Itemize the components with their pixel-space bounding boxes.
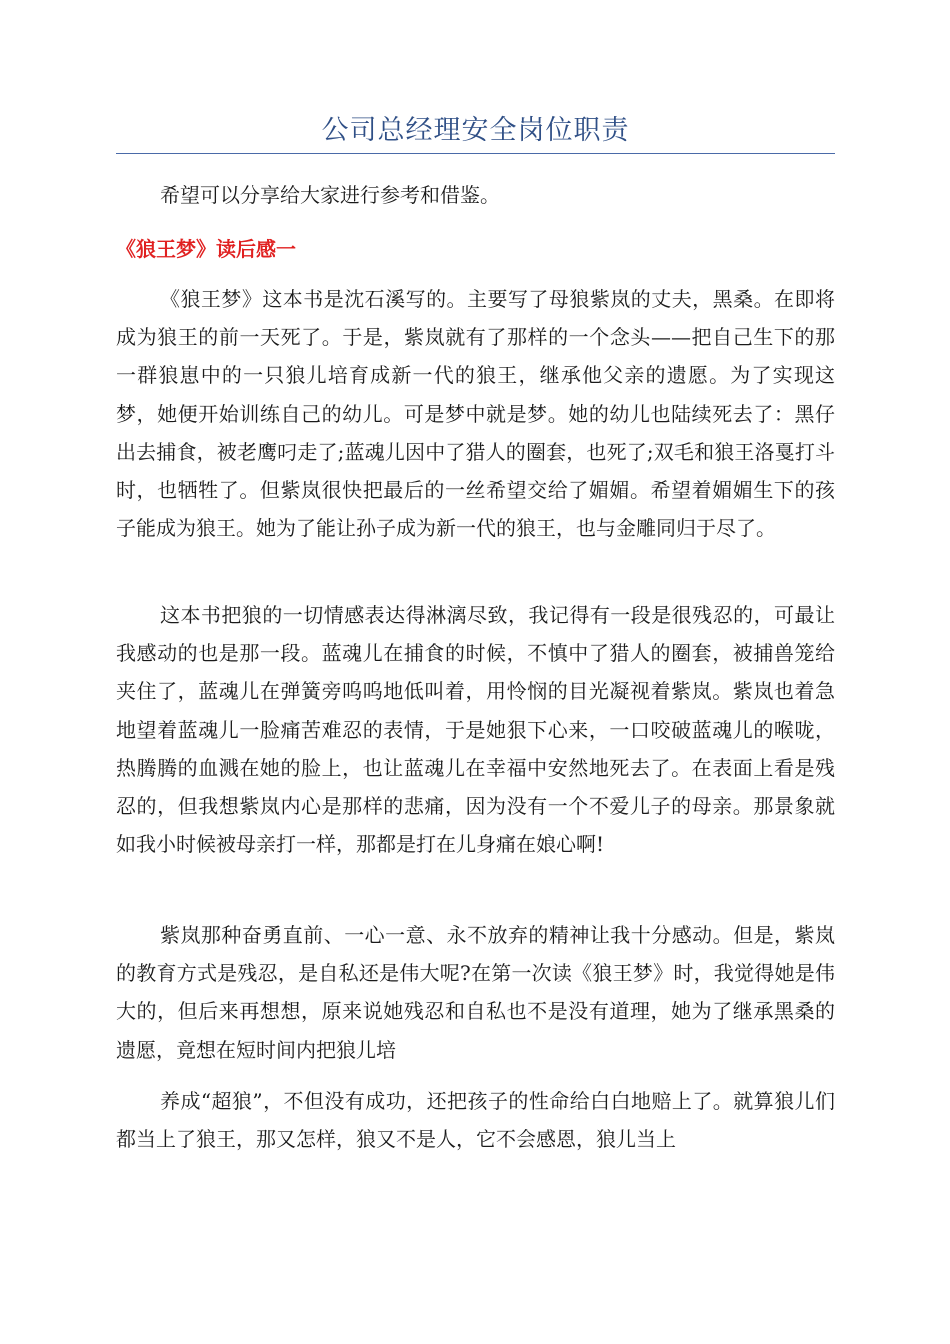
paragraph-1: 《狼王梦》这本书是沈石溪写的。主要写了母狼紫岚的丈夫，黑桑。在即将成为狼王的前一天死了。于是，紫岚就有了那样的一个念头——把自己生下的那一群狼崽中的一只狼儿培育成新一代的狼王，继承他父亲的遗愿。为了实现这梦，她便开始训练自己的幼儿。可是梦中就是梦。她的幼儿也陆续死去了：黑仔出去捕食，被老鹰叼走了;蓝魂儿因中了猎人的圈套，也死了;双毛和狼王洛戛打斗时，也牺牲了。但紫岚很快把最后的一丝希望交给了媚媚。希望着媚媚生下的孩子能成为狼王。她为了能让孙子成为新一代的狼王，也与金雕同归于尽了。	[116, 287, 835, 541]
intro-text: 希望可以分享给大家进行参考和借鉴。	[160, 183, 500, 207]
title-underline	[116, 153, 835, 154]
paragraph-4: 养成“超狼”，不但没有成功，还把孩子的性命给白白地赔上了。就算狼儿们都当上了狼王，那又怎样，狼又不是人，它不会感恩，狼儿当上	[116, 1089, 835, 1152]
paragraph-2: 这本书把狼的一切情感表达得淋漓尽致，我记得有一段是很残忍的，可最让我感动的也是那一段。蓝魂儿在捕食的时候，不慎中了猎人的圈套，被捕兽笼给夹住了，蓝魂儿在弹簧旁呜呜地低叫着，用怜悯的目光凝视着紫岚。紫岚也着急地望着蓝魂儿一脸痛苦难忍的表情，于是她狠下心来，一口咬破蓝魂儿的喉咙，热腾腾的血溅在她的脸上，也让蓝魂儿在幸福中安然地死去了。在表面上看是残忍的，但我想紫岚内心是那样的悲痛，因为没有一个不爱儿子的母亲。那景象就如我小时候被母亲打一样，那都是打在儿身痛在娘心啊!	[116, 603, 835, 857]
document-title: 公司总经理安全岗位职责	[321, 115, 630, 146]
section-heading: 《狼王梦》读后感一	[116, 237, 296, 261]
paragraph-3: 紫岚那种奋勇直前、一心一意、永不放弃的精神让我十分感动。但是，紫岚的教育方式是残忍，是自私还是伟大呢?在第一次读《狼王梦》时，我觉得她是伟大的，但后来再想想，原来说她残忍和自私也不是没有道理，她为了继承黑桑的遗愿，竟想在短时间内把狼儿培	[116, 923, 835, 1062]
